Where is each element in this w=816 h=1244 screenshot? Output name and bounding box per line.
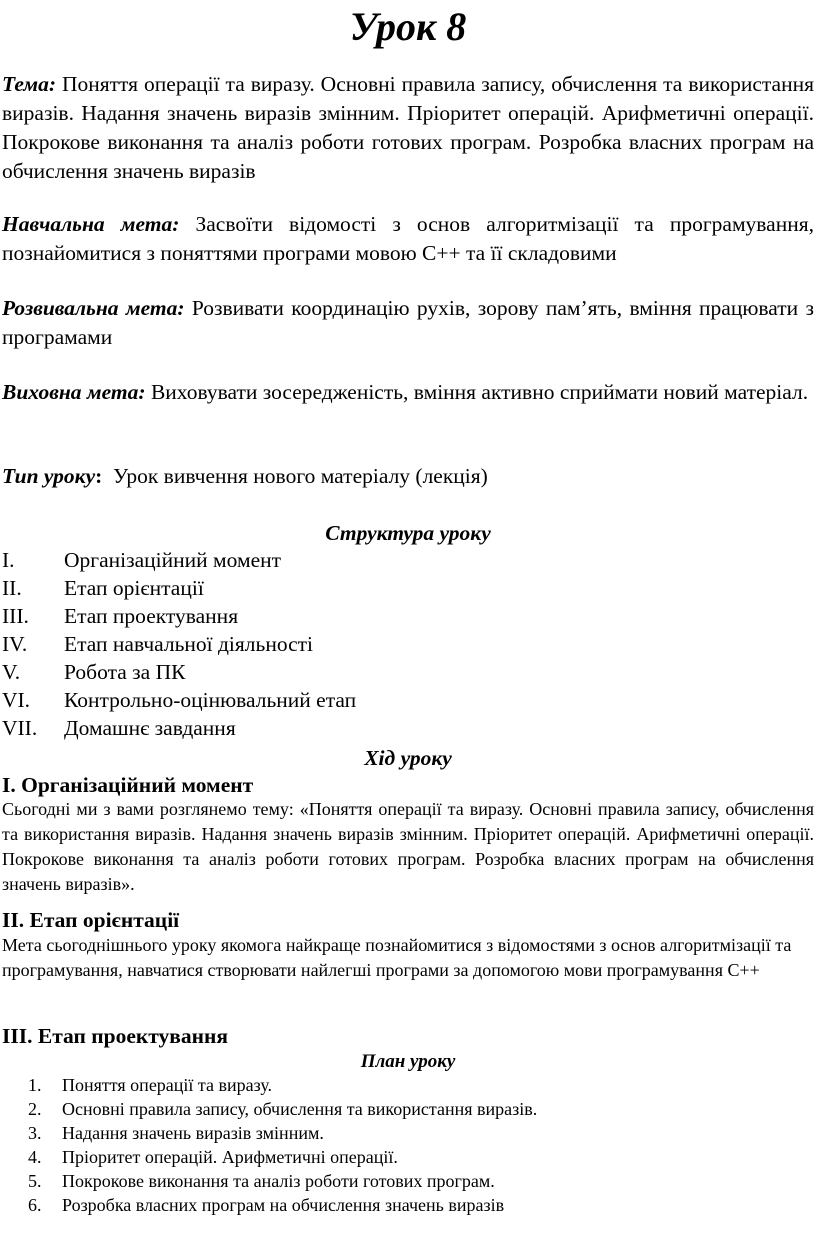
list-item-number: VI. xyxy=(2,688,31,712)
list-item-text: Розробка власних програм на обчислення значень виразів xyxy=(62,1195,505,1215)
lesson-type-text: Урок вивчення нового матеріалу (лекція) xyxy=(102,464,488,488)
lesson-type-colon: : xyxy=(95,464,103,488)
list-item xyxy=(0,1193,780,1217)
list-item-number: VII. xyxy=(2,716,38,740)
list-item-text: Робота за ПК xyxy=(64,660,186,684)
lesson-type-label: Тип уроку xyxy=(2,464,96,488)
list-item-text: Етап проектування xyxy=(64,604,239,628)
topic-paragraph xyxy=(2,70,814,186)
educational-goal-label: Виховна мета: xyxy=(2,380,146,404)
learning-goal-label: Навчальна мета: xyxy=(2,212,180,236)
section-2-text: Мета сьогоднішнього уроку якомога найкраще познайомитися з відомостями з основ алгоритмізації та програмування, навчатися створювати найлегші програми за допомогою мови програмування С++ xyxy=(2,935,792,980)
developmental-goal-text: Розвивати координацію рухів, зорову пам’ять, вміння працювати з програмами xyxy=(2,296,814,349)
lesson-title: Урок 8 xyxy=(349,4,467,49)
list-item-text: Організаційний момент xyxy=(64,548,282,572)
lesson-flow-heading: Хід уроку xyxy=(364,746,452,770)
list-item xyxy=(2,630,702,658)
structure-list xyxy=(2,546,702,742)
list-item-number: 5. xyxy=(28,1171,42,1191)
list-item-number: I. xyxy=(2,548,15,572)
list-item xyxy=(2,658,702,686)
list-item-number: 2. xyxy=(28,1099,42,1119)
educational-goal-paragraph xyxy=(2,378,814,407)
list-item-number: 6. xyxy=(28,1195,42,1215)
list-item-text: Контрольно-оцінювальний етап xyxy=(64,688,357,712)
list-item xyxy=(2,714,702,742)
list-item-text: Надання значень виразів змінним. xyxy=(62,1123,324,1143)
list-item-text: Пріоритет операцій. Арифметичні операції. xyxy=(62,1147,398,1167)
list-item-text: Основні правила запису, обчислення та використання виразів. xyxy=(62,1099,538,1119)
list-item xyxy=(0,1073,780,1097)
list-item xyxy=(2,546,702,574)
topic-label: Тема: xyxy=(2,72,57,96)
list-item-number: IV. xyxy=(2,632,28,656)
learning-goal-text: Засвоїти відомості з основ алгоритмізації та програмування, познайомитися з поняттями програми мовою С++ та її складовими xyxy=(2,212,814,265)
list-item xyxy=(0,1097,780,1121)
list-item-number: III. xyxy=(2,604,29,628)
list-item-number: 4. xyxy=(28,1147,42,1167)
list-item-number: 1. xyxy=(28,1075,42,1095)
developmental-goal-paragraph xyxy=(2,294,814,352)
list-item-number: 3. xyxy=(28,1123,42,1143)
list-item-number: II. xyxy=(2,576,22,600)
lesson-type-paragraph xyxy=(2,462,814,491)
section-1-text: Сьогодні ми з вами розглянемо тему: «Поняття операції та виразу. Основні правила запису, обчислення та використання виразів. Надання значень виразів змінним. Пріоритет операцій. Арифметичні операції. Покрокове виконання та аналіз роботи готових програм. Розробка власних програм на обчислення значень виразів». xyxy=(2,799,814,894)
list-item-text: Покрокове виконання та аналіз роботи готових програм. xyxy=(62,1171,495,1191)
section-3-heading: III. Етап проектування xyxy=(2,1024,229,1048)
section-1-heading: I. Організаційний момент xyxy=(2,773,254,797)
list-item xyxy=(0,1145,780,1169)
topic-text: Поняття операції та виразу. Основні правила запису, обчислення та використання виразів. Надання значень виразів змінним. Пріоритет операцій. Арифметичні операції. Покрокове виконання та аналіз роботи готових програм. Розробка власних програм на обчислення значень виразів xyxy=(2,72,814,183)
section-2-heading: II. Етап орієнтації xyxy=(2,908,180,932)
plan-list xyxy=(0,1073,780,1217)
list-item xyxy=(2,574,702,602)
learning-goal-paragraph xyxy=(2,210,814,268)
list-item-text: Етап орієнтації xyxy=(64,576,204,600)
plan-heading: План уроку xyxy=(360,1051,456,1072)
list-item xyxy=(2,686,702,714)
list-item-text: Домашнє завдання xyxy=(64,716,236,740)
developmental-goal-label: Розвивальна мета: xyxy=(2,296,185,320)
structure-heading: Структура уроку xyxy=(325,521,491,545)
list-item xyxy=(2,602,702,630)
list-item-text: Етап навчальної діяльності xyxy=(64,632,314,656)
list-item xyxy=(0,1169,780,1193)
list-item-text: Поняття операції та виразу. xyxy=(62,1075,273,1095)
list-item xyxy=(0,1121,780,1145)
list-item-number: V. xyxy=(2,660,21,684)
educational-goal-text: Виховувати зосередженість, вміння активно сприймати новий матеріал. xyxy=(145,380,809,404)
